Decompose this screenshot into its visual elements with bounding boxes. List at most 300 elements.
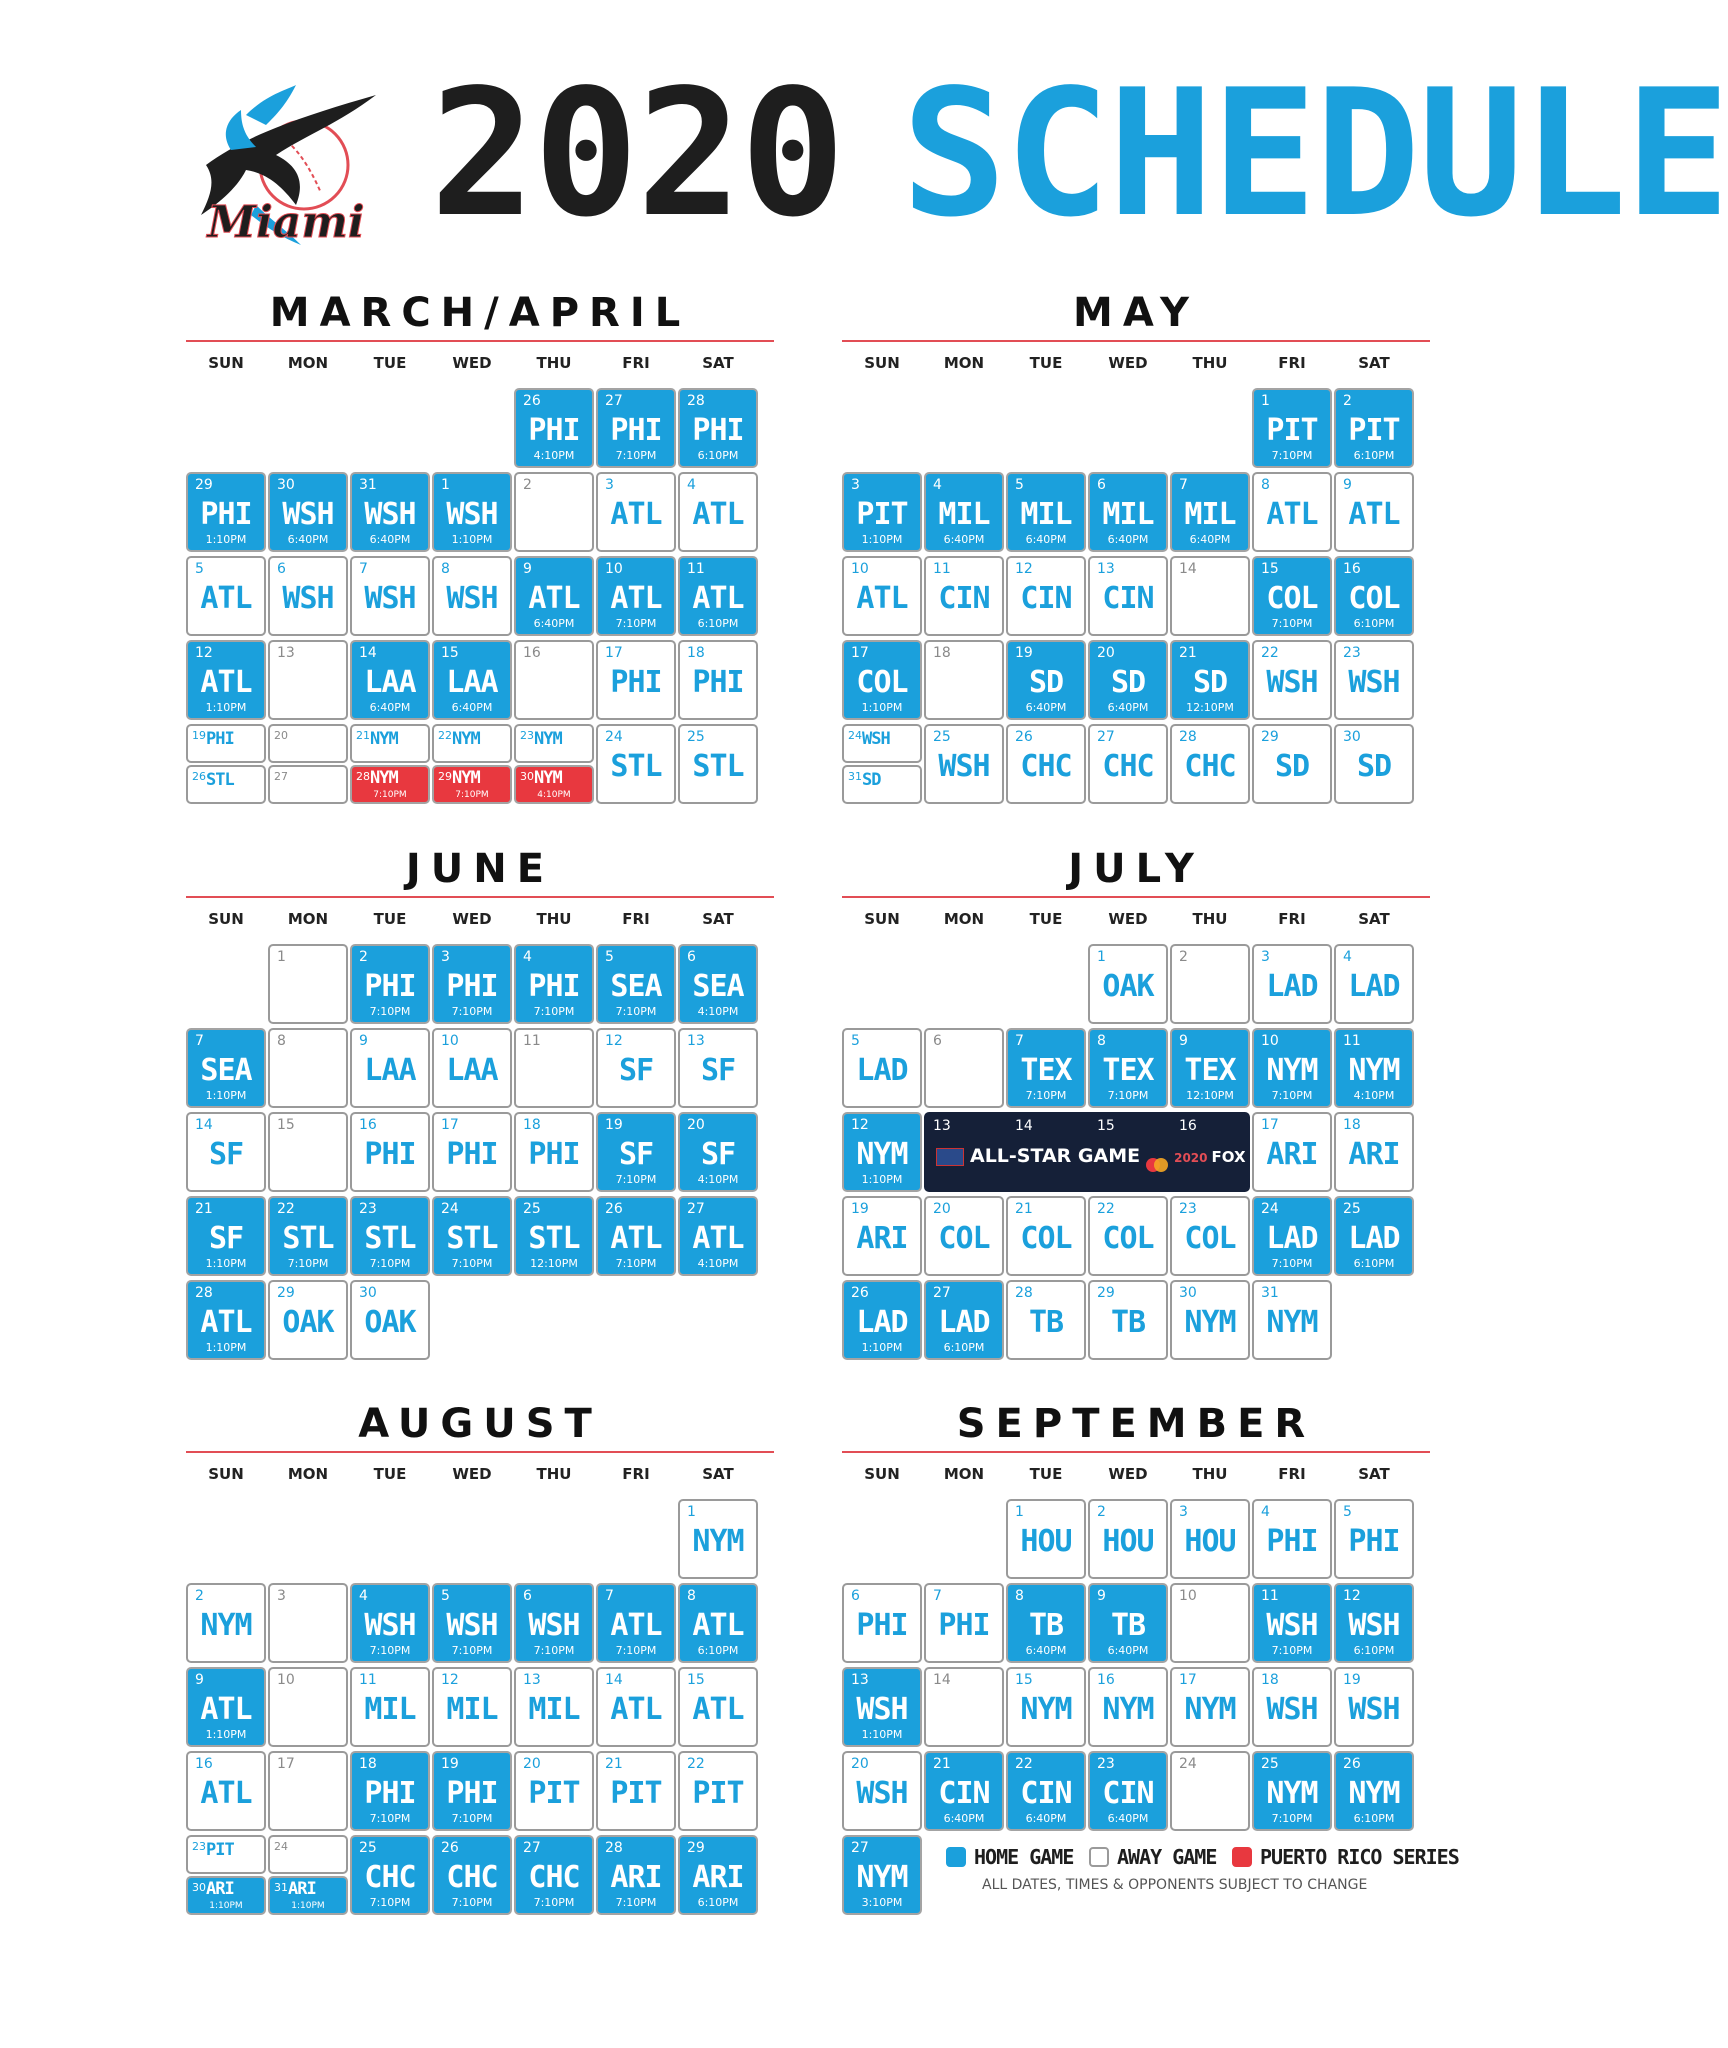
day-number: 3 bbox=[441, 949, 450, 965]
opponent: CHC bbox=[446, 1860, 498, 1895]
day-cell[interactable] bbox=[842, 1667, 922, 1747]
day-number: 22 bbox=[1097, 1201, 1115, 1217]
month-title: JUNE bbox=[405, 846, 555, 892]
day-cell[interactable] bbox=[596, 388, 676, 468]
day-number: 25 bbox=[687, 729, 705, 745]
opponent: MIL bbox=[446, 1692, 498, 1727]
day-cell[interactable] bbox=[432, 1835, 512, 1915]
game-time: 6:10PM bbox=[1353, 449, 1395, 462]
day-cell[interactable] bbox=[1252, 1583, 1332, 1663]
day-cell[interactable] bbox=[268, 640, 348, 720]
day-number: 29 bbox=[1097, 1285, 1115, 1301]
opponent: LAA bbox=[446, 1053, 498, 1088]
opponent: SF bbox=[618, 1053, 654, 1088]
day-cell[interactable] bbox=[350, 1196, 430, 1276]
day-cell[interactable] bbox=[350, 1112, 430, 1192]
day-cell[interactable] bbox=[1088, 944, 1168, 1024]
opponent: WSH bbox=[862, 729, 890, 749]
opponent: WSH bbox=[1348, 1692, 1400, 1727]
opponent: PHI bbox=[528, 969, 580, 1004]
day-cell[interactable] bbox=[432, 765, 512, 804]
day-cell[interactable] bbox=[514, 1751, 594, 1831]
day-cell[interactable] bbox=[1170, 1751, 1250, 1831]
day-cell[interactable] bbox=[514, 472, 594, 552]
weekday-header: THU bbox=[1192, 910, 1228, 928]
day-cell[interactable] bbox=[678, 724, 758, 804]
day-cell[interactable] bbox=[1252, 1028, 1332, 1108]
opponent: NYM bbox=[1266, 1305, 1318, 1340]
day-cell[interactable] bbox=[1170, 944, 1250, 1024]
opponent: CHC bbox=[1020, 749, 1072, 784]
game-time: 1:10PM bbox=[861, 1341, 903, 1354]
day-cell[interactable] bbox=[924, 472, 1004, 552]
opponent: COL bbox=[856, 665, 908, 700]
day-cell[interactable] bbox=[1252, 1112, 1332, 1192]
day-cell[interactable] bbox=[514, 640, 594, 720]
day-cell[interactable] bbox=[1252, 472, 1332, 552]
day-number: 29 bbox=[1261, 729, 1279, 745]
opponent: PHI bbox=[610, 413, 662, 448]
day-cell[interactable] bbox=[1170, 640, 1250, 720]
day-cell[interactable] bbox=[924, 1280, 1004, 1360]
opponent: COL bbox=[1102, 1221, 1154, 1256]
day-cell[interactable] bbox=[186, 1112, 266, 1192]
day-cell[interactable] bbox=[1088, 556, 1168, 636]
day-cell[interactable] bbox=[1088, 1499, 1168, 1579]
opponent: SD bbox=[1192, 665, 1228, 700]
day-cell[interactable] bbox=[842, 1280, 922, 1360]
day-cell[interactable] bbox=[432, 724, 512, 763]
day-cell[interactable] bbox=[596, 1751, 676, 1831]
day-cell[interactable] bbox=[842, 472, 922, 552]
day-cell[interactable] bbox=[1170, 724, 1250, 804]
day-cell[interactable] bbox=[678, 1667, 758, 1747]
month-title: MARCH/APRIL bbox=[269, 290, 691, 336]
day-cell[interactable] bbox=[924, 556, 1004, 636]
day-cell[interactable] bbox=[1334, 1667, 1414, 1747]
day-cell[interactable] bbox=[268, 1751, 348, 1831]
day-cell[interactable] bbox=[350, 1583, 430, 1663]
day-number: 18 bbox=[687, 645, 705, 661]
day-cell[interactable] bbox=[842, 1583, 922, 1663]
day-cell[interactable] bbox=[514, 1112, 594, 1192]
day-cell[interactable] bbox=[1334, 640, 1414, 720]
day-cell[interactable] bbox=[1252, 944, 1332, 1024]
day-cell[interactable] bbox=[432, 472, 512, 552]
day-number: 25 bbox=[933, 729, 951, 745]
opponent: ATL bbox=[692, 581, 744, 616]
day-cell[interactable] bbox=[1006, 1583, 1086, 1663]
weekday-header: MON bbox=[943, 354, 985, 372]
day-cell[interactable] bbox=[596, 556, 676, 636]
day-cell[interactable] bbox=[1252, 388, 1332, 468]
day-cell[interactable] bbox=[678, 388, 758, 468]
day-cell[interactable] bbox=[350, 1028, 430, 1108]
day-number: 28 bbox=[687, 393, 705, 409]
day-cell[interactable] bbox=[186, 472, 266, 552]
day-cell[interactable] bbox=[514, 388, 594, 468]
day-cell[interactable] bbox=[1252, 724, 1332, 804]
day-cell[interactable] bbox=[596, 944, 676, 1024]
day-cell[interactable] bbox=[268, 1876, 348, 1915]
day-cell[interactable] bbox=[350, 1667, 430, 1747]
day-number: 7 bbox=[933, 1588, 942, 1604]
day-cell[interactable] bbox=[596, 1667, 676, 1747]
day-cell[interactable] bbox=[596, 1835, 676, 1915]
day-cell[interactable] bbox=[350, 640, 430, 720]
day-cell[interactable] bbox=[1334, 472, 1414, 552]
weekday-header: FRI bbox=[1278, 354, 1306, 372]
day-cell[interactable] bbox=[1088, 1280, 1168, 1360]
day-cell[interactable] bbox=[1170, 1028, 1250, 1108]
day-cell[interactable] bbox=[1006, 1196, 1086, 1276]
opponent: PIT bbox=[1348, 413, 1400, 448]
day-cell[interactable] bbox=[350, 556, 430, 636]
day-number: 6 bbox=[277, 561, 286, 577]
opponent: MIL bbox=[1102, 497, 1154, 532]
day-number: 20 bbox=[687, 1117, 705, 1133]
day-cell[interactable] bbox=[432, 1112, 512, 1192]
day-cell[interactable] bbox=[350, 472, 430, 552]
day-number: 19 bbox=[441, 1756, 459, 1772]
day-cell[interactable] bbox=[186, 1751, 266, 1831]
game-time: 7:10PM bbox=[533, 1005, 575, 1018]
weekday-header: WED bbox=[452, 910, 492, 928]
day-cell[interactable] bbox=[1334, 1196, 1414, 1276]
day-cell[interactable] bbox=[1170, 472, 1250, 552]
day-cell[interactable] bbox=[596, 472, 676, 552]
day-cell[interactable] bbox=[268, 556, 348, 636]
day-cell[interactable] bbox=[1170, 1196, 1250, 1276]
day-cell[interactable] bbox=[1252, 1196, 1332, 1276]
day-cell[interactable] bbox=[1006, 1280, 1086, 1360]
game-time: 1:10PM bbox=[205, 1089, 247, 1102]
day-cell[interactable] bbox=[924, 724, 1004, 804]
day-number: 19 bbox=[605, 1117, 623, 1133]
day-cell[interactable] bbox=[514, 556, 594, 636]
day-cell[interactable] bbox=[514, 1196, 594, 1276]
day-number: 26 bbox=[605, 1201, 623, 1217]
day-cell[interactable] bbox=[924, 1667, 1004, 1747]
day-cell[interactable] bbox=[1334, 388, 1414, 468]
game-time: 1:10PM bbox=[451, 533, 493, 546]
day-cell[interactable] bbox=[1252, 640, 1332, 720]
opponent: TB bbox=[1028, 1608, 1064, 1643]
day-cell[interactable] bbox=[842, 1112, 922, 1192]
day-cell[interactable] bbox=[268, 765, 348, 804]
day-cell[interactable] bbox=[1252, 1280, 1332, 1360]
day-cell[interactable] bbox=[678, 1196, 758, 1276]
day-cell[interactable] bbox=[842, 1196, 922, 1276]
day-cell[interactable] bbox=[1006, 724, 1086, 804]
day-cell[interactable] bbox=[678, 1583, 758, 1663]
day-cell[interactable] bbox=[1006, 1667, 1086, 1747]
day-number: 13 bbox=[687, 1033, 705, 1049]
game-time: 6:40PM bbox=[369, 701, 411, 714]
day-cell[interactable] bbox=[350, 724, 430, 763]
day-cell[interactable] bbox=[514, 765, 594, 804]
opponent: CHC bbox=[528, 1860, 580, 1895]
day-cell[interactable] bbox=[1006, 1751, 1086, 1831]
day-cell[interactable] bbox=[186, 1835, 266, 1874]
day-cell[interactable] bbox=[350, 944, 430, 1024]
day-number: 27 bbox=[1097, 729, 1115, 745]
game-time: 1:10PM bbox=[861, 1728, 903, 1741]
opponent: LAA bbox=[446, 665, 498, 700]
day-cell[interactable] bbox=[1252, 1667, 1332, 1747]
day-number: 30 bbox=[1179, 1285, 1197, 1301]
all-star-year: 2020 bbox=[1174, 1151, 1208, 1165]
day-cell[interactable] bbox=[842, 556, 922, 636]
game-time: 6:40PM bbox=[1025, 1812, 1067, 1825]
game-time: 6:40PM bbox=[1107, 701, 1149, 714]
day-cell[interactable] bbox=[678, 1112, 758, 1192]
day-cell[interactable] bbox=[1006, 640, 1086, 720]
day-cell[interactable] bbox=[186, 1876, 266, 1915]
day-cell[interactable] bbox=[1170, 1667, 1250, 1747]
day-number: 29 bbox=[438, 770, 452, 783]
day-cell[interactable] bbox=[186, 724, 266, 763]
day-cell[interactable] bbox=[514, 1028, 594, 1108]
opponent: LAA bbox=[364, 1053, 416, 1088]
weekday-header: FRI bbox=[1278, 910, 1306, 928]
page-title bbox=[430, 53, 1728, 256]
opponent: PHI bbox=[692, 665, 744, 700]
day-cell[interactable] bbox=[924, 1196, 1004, 1276]
day-cell[interactable] bbox=[514, 1835, 594, 1915]
day-cell[interactable] bbox=[350, 1751, 430, 1831]
day-cell[interactable] bbox=[678, 1499, 758, 1579]
day-cell[interactable] bbox=[432, 1196, 512, 1276]
day-number: 18 bbox=[1261, 1672, 1279, 1688]
day-cell[interactable] bbox=[514, 724, 594, 763]
day-cell[interactable] bbox=[268, 1835, 348, 1874]
day-cell[interactable] bbox=[596, 1112, 676, 1192]
game-time: 7:10PM bbox=[615, 1005, 657, 1018]
day-cell[interactable] bbox=[678, 1028, 758, 1108]
day-cell[interactable] bbox=[1334, 1112, 1414, 1192]
weekday-header: SAT bbox=[1358, 910, 1390, 928]
day-number: 13 bbox=[851, 1672, 869, 1688]
day-number: 14 bbox=[933, 1672, 951, 1688]
game-time: 1:10PM bbox=[205, 1341, 247, 1354]
day-number: 15 bbox=[1097, 1118, 1115, 1134]
legend-pr-label: PUERTO RICO SERIES bbox=[1260, 1845, 1459, 1869]
day-number: 8 bbox=[1097, 1033, 1106, 1049]
day-cell[interactable] bbox=[596, 1196, 676, 1276]
day-cell[interactable] bbox=[432, 1751, 512, 1831]
day-cell[interactable] bbox=[1252, 1751, 1332, 1831]
day-number: 14 bbox=[605, 1672, 623, 1688]
day-cell[interactable] bbox=[1334, 1751, 1414, 1831]
day-cell[interactable] bbox=[350, 1835, 430, 1915]
weekday-header: SAT bbox=[1358, 354, 1390, 372]
day-cell[interactable] bbox=[1334, 1028, 1414, 1108]
day-cell[interactable] bbox=[678, 640, 758, 720]
day-cell[interactable] bbox=[924, 1028, 1004, 1108]
day-cell[interactable] bbox=[268, 1028, 348, 1108]
day-number: 4 bbox=[687, 477, 696, 493]
day-cell[interactable] bbox=[678, 472, 758, 552]
day-cell[interactable] bbox=[350, 1280, 430, 1360]
day-cell[interactable] bbox=[1334, 1499, 1414, 1579]
day-number: 15 bbox=[687, 1672, 705, 1688]
day-cell[interactable] bbox=[678, 1835, 758, 1915]
day-number: 23 bbox=[359, 1201, 377, 1217]
day-number: 16 bbox=[195, 1756, 213, 1772]
opponent: NYM bbox=[1348, 1776, 1400, 1811]
day-cell[interactable] bbox=[268, 472, 348, 552]
day-cell[interactable] bbox=[842, 1028, 922, 1108]
opponent: LAD bbox=[1348, 969, 1400, 1004]
day-cell[interactable] bbox=[1334, 724, 1414, 804]
month-divider bbox=[842, 1451, 1430, 1453]
day-number: 13 bbox=[277, 645, 295, 661]
day-number: 6 bbox=[523, 1588, 532, 1604]
day-cell[interactable] bbox=[842, 724, 922, 763]
day-cell[interactable] bbox=[1170, 556, 1250, 636]
day-cell[interactable] bbox=[1088, 640, 1168, 720]
day-cell[interactable] bbox=[186, 1667, 266, 1747]
day-cell[interactable] bbox=[268, 1280, 348, 1360]
day-cell[interactable] bbox=[1088, 1583, 1168, 1663]
day-cell[interactable] bbox=[186, 1583, 266, 1663]
day-cell[interactable] bbox=[842, 765, 922, 804]
opponent: CIN bbox=[1020, 1776, 1072, 1811]
day-cell[interactable] bbox=[186, 1196, 266, 1276]
day-cell[interactable] bbox=[1334, 944, 1414, 1024]
day-cell[interactable] bbox=[842, 1751, 922, 1831]
day-cell[interactable] bbox=[1334, 1583, 1414, 1663]
game-time: 1:10PM bbox=[291, 1901, 325, 1911]
day-number: 4 bbox=[523, 949, 532, 965]
opponent: WSH bbox=[1266, 1692, 1318, 1727]
day-cell[interactable] bbox=[432, 556, 512, 636]
day-cell[interactable] bbox=[514, 944, 594, 1024]
day-number: 28 bbox=[1015, 1285, 1033, 1301]
day-cell[interactable] bbox=[186, 765, 266, 804]
day-cell[interactable] bbox=[1252, 556, 1332, 636]
day-cell[interactable] bbox=[432, 1028, 512, 1108]
day-cell[interactable] bbox=[1088, 472, 1168, 552]
day-cell[interactable] bbox=[678, 556, 758, 636]
day-cell[interactable] bbox=[678, 1751, 758, 1831]
all-star-title: ALL-STAR GAME bbox=[970, 1145, 1141, 1167]
day-cell[interactable] bbox=[514, 1667, 594, 1747]
day-number: 23 bbox=[1097, 1756, 1115, 1772]
opponent: PIT bbox=[856, 497, 908, 532]
opponent: STL bbox=[610, 749, 662, 784]
day-cell[interactable] bbox=[1006, 1028, 1086, 1108]
day-number: 19 bbox=[851, 1201, 869, 1217]
day-cell[interactable] bbox=[924, 1583, 1004, 1663]
opponent: COL bbox=[1184, 1221, 1236, 1256]
day-cell[interactable] bbox=[1088, 1751, 1168, 1831]
day-number: 1 bbox=[1097, 949, 1106, 965]
game-time: 12:10PM bbox=[1186, 1089, 1234, 1102]
day-cell[interactable] bbox=[1006, 472, 1086, 552]
day-cell[interactable] bbox=[186, 640, 266, 720]
day-number: 26 bbox=[1343, 1756, 1361, 1772]
day-cell[interactable] bbox=[432, 1583, 512, 1663]
day-cell[interactable] bbox=[268, 1667, 348, 1747]
day-cell[interactable] bbox=[1088, 1667, 1168, 1747]
day-number: 1 bbox=[277, 949, 286, 965]
month-1 bbox=[842, 290, 1430, 820]
day-cell[interactable] bbox=[268, 944, 348, 1024]
day-number: 8 bbox=[441, 561, 450, 577]
day-cell[interactable] bbox=[1088, 1196, 1168, 1276]
opponent: PHI bbox=[610, 665, 662, 700]
day-cell[interactable] bbox=[514, 1583, 594, 1663]
opponent: PHI bbox=[200, 497, 252, 532]
day-cell[interactable] bbox=[596, 1028, 676, 1108]
day-cell[interactable] bbox=[1088, 724, 1168, 804]
day-cell[interactable] bbox=[268, 1196, 348, 1276]
game-time: 1:10PM bbox=[209, 1901, 243, 1911]
day-cell[interactable] bbox=[432, 640, 512, 720]
day-number: 21 bbox=[1015, 1201, 1033, 1217]
day-cell[interactable] bbox=[842, 1835, 922, 1915]
day-cell[interactable] bbox=[268, 724, 348, 763]
day-cell[interactable] bbox=[432, 944, 512, 1024]
opponent: ATL bbox=[1348, 497, 1400, 532]
day-cell[interactable] bbox=[596, 1583, 676, 1663]
day-number: 2 bbox=[523, 477, 532, 493]
day-cell[interactable] bbox=[1252, 1499, 1332, 1579]
day-cell[interactable] bbox=[1170, 1583, 1250, 1663]
game-time: 7:10PM bbox=[369, 1896, 411, 1909]
day-cell[interactable] bbox=[1170, 1499, 1250, 1579]
day-cell[interactable] bbox=[1334, 556, 1414, 636]
opponent: SF bbox=[208, 1137, 244, 1172]
weekday-header: WED bbox=[452, 1465, 492, 1483]
day-cell[interactable] bbox=[1006, 1499, 1086, 1579]
game-time: 7:10PM bbox=[615, 1896, 657, 1909]
day-number: 28 bbox=[1179, 729, 1197, 745]
day-cell[interactable] bbox=[268, 1112, 348, 1192]
day-cell[interactable] bbox=[596, 640, 676, 720]
day-cell[interactable] bbox=[842, 640, 922, 720]
month-title: SEPTEMBER bbox=[956, 1401, 1316, 1447]
day-cell[interactable] bbox=[432, 1667, 512, 1747]
game-time: 6:10PM bbox=[697, 1896, 739, 1909]
day-cell[interactable] bbox=[1006, 556, 1086, 636]
day-cell[interactable] bbox=[350, 765, 430, 804]
day-cell[interactable] bbox=[186, 556, 266, 636]
day-cell[interactable] bbox=[268, 1583, 348, 1663]
opponent: STL bbox=[692, 749, 744, 784]
day-number: 10 bbox=[605, 561, 623, 577]
weekday-header: SUN bbox=[864, 1465, 900, 1483]
day-cell[interactable] bbox=[186, 1028, 266, 1108]
opponent: NYM bbox=[534, 768, 562, 788]
day-cell[interactable] bbox=[678, 944, 758, 1024]
day-cell[interactable] bbox=[1170, 1280, 1250, 1360]
opponent: MIL bbox=[528, 1692, 580, 1727]
opponent: WSH bbox=[528, 1608, 580, 1643]
day-cell[interactable] bbox=[1088, 1028, 1168, 1108]
day-cell[interactable] bbox=[186, 1280, 266, 1360]
day-cell[interactable] bbox=[596, 724, 676, 804]
opponent: NYM bbox=[200, 1608, 252, 1643]
weekday-header: FRI bbox=[622, 354, 650, 372]
game-time: 7:10PM bbox=[287, 1257, 329, 1270]
day-cell[interactable] bbox=[924, 1751, 1004, 1831]
day-cell[interactable] bbox=[924, 640, 1004, 720]
day-number: 4 bbox=[1343, 949, 1352, 965]
day-number: 14 bbox=[1015, 1118, 1033, 1134]
